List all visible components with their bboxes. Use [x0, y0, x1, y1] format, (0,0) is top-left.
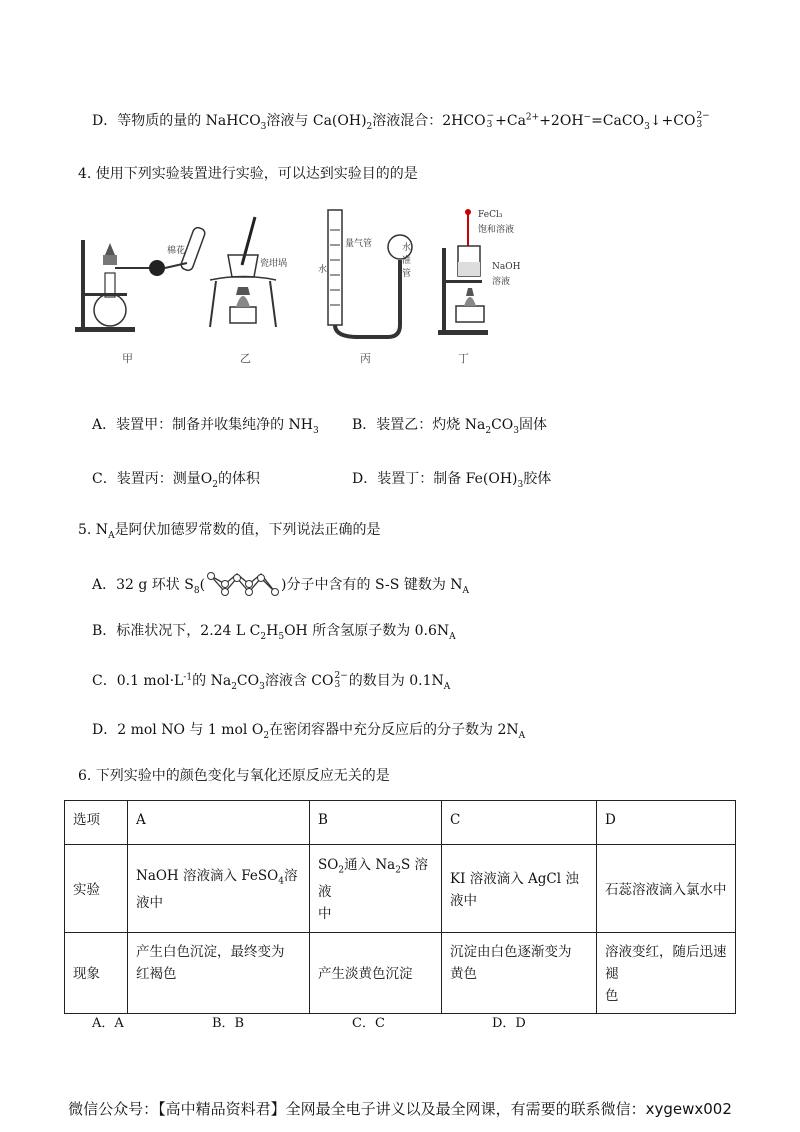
note-water: 水 — [318, 265, 328, 275]
table-row — [65, 801, 736, 845]
note-fecl3-1: FeCl₃ — [478, 210, 503, 220]
table-header-cell: A — [128, 801, 310, 845]
q6-answer-b: B．B — [212, 1016, 245, 1031]
apparatus-jia-figure — [75, 215, 215, 335]
q5-option-b: B．标准状况下，2.24 L $C_2H_5OH$ 所含氢原子数为 $0.6N_A$ — [92, 623, 456, 642]
table-cell: KI 溶液滴入 AgCl 浊 液中 — [442, 845, 597, 933]
question-5-stem: 5. $N_A$是阿伏加德罗常数的值，下列说法正确的是 — [78, 522, 381, 541]
table-cell: NaOH 溶液滴入 FeSO$_4$溶 液中 — [128, 845, 310, 933]
q6-answer-a: A．A — [92, 1016, 124, 1031]
note-level-tube-1: 水 — [402, 243, 412, 253]
q6-table — [64, 800, 736, 1014]
table-row — [65, 933, 736, 1014]
q6-answer-d: D．D — [492, 1016, 526, 1031]
question-6-stem: 6. 下列实验中的颜色变化与氧化还原反应无关的是 — [78, 768, 390, 784]
note-gas-tube: 量气管 — [345, 239, 373, 249]
note-naoh-1: NaOH — [492, 262, 521, 272]
table-header-cell: B — [310, 801, 442, 845]
q5-option-a: A．32 g 环状 $S_8$( )分子中含有的 S-S 键数为 $N_A$ — [92, 570, 469, 600]
table-cell: 产生淡黄色沉淀 — [310, 933, 442, 1014]
figure-label-yi: 乙 — [240, 352, 251, 365]
table-header-cell: D — [597, 801, 736, 845]
q5-option-d: D．2 mol NO 与 1 mol $O_2$在密闭容器中充分反应后的分子数为 $2N_A$ — [92, 722, 526, 741]
table-row — [65, 845, 736, 933]
q4-option-a: A．装置甲：制备并收集纯净的 $NH_3$ — [92, 417, 319, 436]
q6-answer-c: C．C — [352, 1016, 385, 1031]
s8-ring-structure-figure — [205, 570, 281, 600]
table-header-cell: C — [442, 801, 597, 845]
q3-option-d: D．等物质的量的 NaHCO$_3$溶液与 $Ca(OH)_2$溶液混合：2HCO − 3 $+Ca^{2+}+2OH^-=CaCO_3↓+CO$ 2− 3 — [92, 111, 710, 132]
apparatus-bing-figure — [318, 205, 428, 340]
q4-option-c: C．装置丙：测量$O_2$的体积 — [92, 471, 260, 490]
table-cell: 石蕊溶液滴入氯水中 — [597, 845, 736, 933]
footer-watermark-text: 微信公众号：【高中精品资料君】全网最全电子讲义以及最全网课，有需要的联系微信：xygewx002 — [68, 1100, 732, 1118]
q5-option-c: C．0.1 $mol\cdot L^{-1}$的 $Na_2CO_3$溶液含 CO 2− 3 的数目为 $0.1N_A$ — [92, 671, 451, 692]
table-cell: 现象 — [65, 933, 128, 1014]
note-crucible: 瓷坩埚 — [260, 259, 288, 269]
figure-label-jia: 甲 — [122, 352, 133, 365]
q4-option-b: B．装置乙：灼烧 $Na_2CO_3$固体 — [352, 417, 548, 436]
note-naoh-2: 溶液 — [492, 277, 511, 287]
figure-label-bing: 丙 — [360, 352, 371, 365]
note-level-tube-3: 管 — [402, 269, 412, 279]
table-cell: $SO_2$通入 $Na_2S$ 溶液 中 — [310, 845, 442, 933]
note-level-tube-2: 准 — [402, 256, 412, 266]
table-header-cell: 选项 — [65, 801, 128, 845]
table-cell: 产生白色沉淀，最终变为 红褐色 — [128, 933, 310, 1014]
apparatus-yi-figure — [200, 215, 290, 335]
note-fecl3-2: 饱和溶液 — [478, 225, 515, 235]
note-cotton: 棉花 — [167, 246, 186, 256]
table-cell: 溶液变红，随后迅速褪 色 — [597, 933, 736, 1014]
figure-label-ding: 丁 — [458, 352, 469, 365]
q4-option-d: D．装置丁：制备 $Fe(OH)_3$胶体 — [352, 471, 552, 490]
question-4-stem: 4. 使用下列实验装置进行实验，可以达到实验目的的是 — [78, 166, 418, 182]
table-cell: 沉淀由白色逐渐变为 黄色 — [442, 933, 597, 1014]
table-cell: 实验 — [65, 845, 128, 933]
